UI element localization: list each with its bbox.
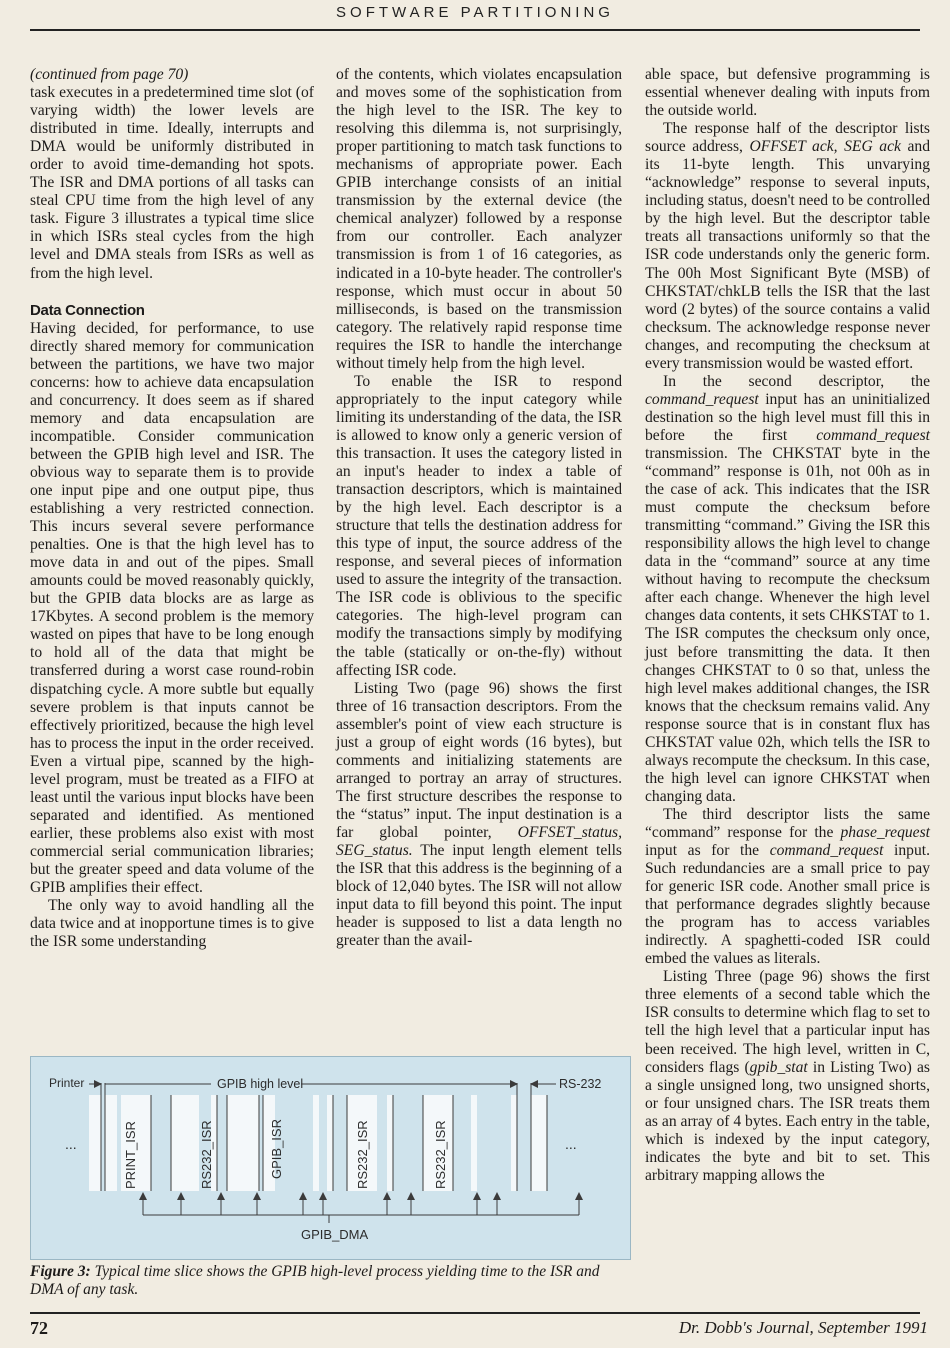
paragraph [645,120,930,373]
text-run: The third descriptor lists the same “command” response for the [645,805,930,841]
ellipsis-left: ... [65,1136,77,1152]
code-term: command_request [769,842,884,860]
time-slot-strips [89,1095,547,1191]
text-run: The input length element tells the ISR that this address is the beginning of a block of 12,040 bytes. The ISR will not allow input data to fill beyond this point. The input header is supposed to list a data length no greater than the avail- [336,842,622,950]
paragraph: To enable the ISR to respond appropriately to the input category while limiting its understanding of the data, the ISR is allowed to know only a generic version of this transaction. It uses the category listed in an input's header to index a table of transaction descriptors, which is maintained by the high level. Each descriptor is a structure that tells the destination address for this type of input, the source address of the response, and several pieces of information used to assure the integrity of the transaction. The ISR code is oblivious to the specific categories. The high-level program can modify the transactions simply by modifying the table (statically or on-the-fly) without affecting ISR code. [336,372,622,679]
isr-label: RS232_ISR [433,1120,448,1189]
header-rule [30,29,920,31]
text-run: Listing Three (page 96) shows the first three elements of a second table which the ISR consults to determine which flag to set to tell the high level that a particular input has been received. The high level, written in C, considers flags ( [645,968,930,1076]
text-run: in Listing Two) as a single unsigned long, two unsigned shorts, or four unsigned chars. The ISR treats them as an array of 4 bytes. Each entry in the table, which is indexed by the input category, indicates the byte and bit to set. This arbitrary mapping allows the [645,1058,930,1184]
paragraph [336,680,622,951]
paragraph: task executes in a predetermined time slot (of varying width) the lower levels are distributed in time. Ideally, interrupts and DMA would be uniformly distributed in order to avoid time-demanding hot spots. The ISR and DMA portions of all tasks can steal CPU time from the high level of any task. Figure 3 illustrates a typical time slice in which ISRs steal cycles from the high level and DMA steals from ISRs as well as from the high level. [30,84,314,282]
ellipsis-right: ... [565,1136,577,1152]
figure-3-timing-diagram [30,1056,631,1260]
isr-label: RS232_ISR [355,1120,370,1189]
column-1 [30,66,314,951]
gpib-high-level-label: GPIB high level [217,1077,304,1091]
code-term: OFFSET ack, SEG ack [749,138,901,156]
continued-note: (continued from page 70) [30,66,189,83]
paragraph [645,806,930,968]
code-term: command_request [645,390,759,408]
paragraph [645,968,930,1185]
caption-label: Figure 3: [30,1263,91,1280]
text-run: input as for the [645,842,770,860]
caption-text: Typical time slice shows the GPIB high-level process yielding time to the ISR and DMA of any task. [30,1263,600,1298]
code-term: phase_request [840,823,930,841]
paragraph [645,373,930,806]
slot-boundaries [101,1083,547,1191]
journal-footer: Dr. Dobb's Journal, September 1991 [678,1318,928,1337]
running-head: SOFTWARE PARTITIONING [336,4,614,21]
timing-diagram-svg [31,1057,630,1259]
text-run: input. Such redundancies are a small price to pay for generic ISR code. Another small price is that performance degrades slightly because the program has to access variables indirectly. A spaghetti-coded ISR could embed the values as literals. [645,842,931,968]
code-term: gpib_stat [749,1058,808,1076]
text-run: input has an uninitialized destination so the high level must fill this in before the first [645,390,930,444]
text-run: and its 11-byte length. This unvarying “acknowledge” response to several inputs, including status, doesn't need to be controlled by the high level. But the descriptor table treats all transactions uniformly so that the ISR code understands only the generic form. The 00h Most Significant Byte (MSB) of CHKSTAT/chkLB tells the ISR that the last word (2 bytes) of the source contains a valid checksum. The acknowledge response never changes, and recomputing the checksum at every transmission would be wasted effort. [645,138,930,372]
paragraph: Having decided, for performance, to use directly shared memory for communication between the partitions, we have two major concerns: how to achieve data encapsulation and concurrency. It does seem as if shared memory and data encapsulation are incompatible. Consider communication between the GPIB high level and ISR. The obvious way to separate them is to provide one input pipe and one output pipe, thus establishing a very restricted connection. This incurs several severe performance penalties. One is that the high level has to move data in and out of the pipes. Small amounts could be moved reasonably quickly, but the GPIB data blocks are as large as 17Kbytes. A second problem is the memory wasted on pipes that have to be long enough to hold all of the data that might be transferred during a worst case round-robin dispatching cycle. A more subtle but equally severe problem is that inputs cannot be effectively prioritized, because the high level has to process the input in the order received. Even a virtual pipe, scanned by the high-level program, must be treated as a FIFO at least until the various input blocks have been separated and identified. As mentioned earlier, these problems also exist with most commercial serial communication libraries; but the greater speed and data volume of the GPIB amplifies their effect. [30,319,314,897]
code-term: OFFSET_status, SEG_status. [336,823,622,860]
page-number: 72 [30,1318,48,1338]
text-run: Listing Two (page 96) shows the first three of 16 transaction descriptors. From the assembler's point of view each structure is just a group of eight words (16 bytes), but comments and initializing statements are arranged to portray an array of structures. The first structure describes the response to the “status” input. The input destination is a far global pointer, [336,679,622,841]
code-term: command_request [816,426,930,444]
column-3 [645,66,930,1185]
dma-brackets [143,1193,579,1223]
paragraph: of the contents, which violates encapsulation and moves some of the sophistication from the high level to the ISR. The key to resolving this dilemma is, not surprisingly, proper partitioning to match task functions to mechanisms of appropriate power. Each GPIB interchange consists of an initial transmission by the external device (the chemical analyzer) followed by a response from our controller. Each analyzer transmission is from 1 of 16 categories, as indicated in a 10-byte header. The controller's response, which must occur in about 50 milliseconds, is based on the transmission category. The relatively rapid response time requires the ISR to handle the interchange without timely help from the high level. [336,66,622,372]
rs232-label: RS-232 [559,1077,602,1091]
footer-rule [30,1312,920,1314]
figure-caption [30,1263,630,1299]
isr-label: PRINT_ISR [123,1121,138,1189]
isr-label: GPIB_ISR [269,1119,284,1179]
text-run: In the second descriptor, the [663,372,930,390]
section-heading: Data Connection [30,301,145,319]
text-run: transmission. The CHKSTAT byte in the “command” response is 01h, not 00h as in the case of ack. This indicates that the ISR must compute the checksum before transmitting “command.” Giving the ISR this responsibility allows the high level to change data in the “command” source at any time without having to recompute the checksum after each change. Whenever the high level changes data contents, it sets CHKSTAT to 1. The ISR computes the checksum only once, just before transmitting the data. It then changes CHKSTAT to 0 so that, unless the high level makes additional changes, the ISR knows that the checksum remains valid. Any response source that is in constant flux has CHKSTAT value 02h, which tells the ISR to always recompute the checksum. In this case, the high level can ignore CHKSTAT when changing data. [645,444,930,805]
paragraph: The only way to avoid handling all the data twice and at inopportune times is to give the ISR some understanding [30,897,314,951]
paragraph: able space, but defensive programming is essential whenever dealing with inputs from the outside world. [645,66,930,120]
gpib-dma-label: GPIB_DMA [301,1227,369,1242]
printer-label: Printer [49,1076,85,1090]
text-run: The response half of the descriptor lists source address, [645,120,930,156]
isr-label: RS232_ISR [199,1120,214,1189]
column-2 [336,66,622,950]
